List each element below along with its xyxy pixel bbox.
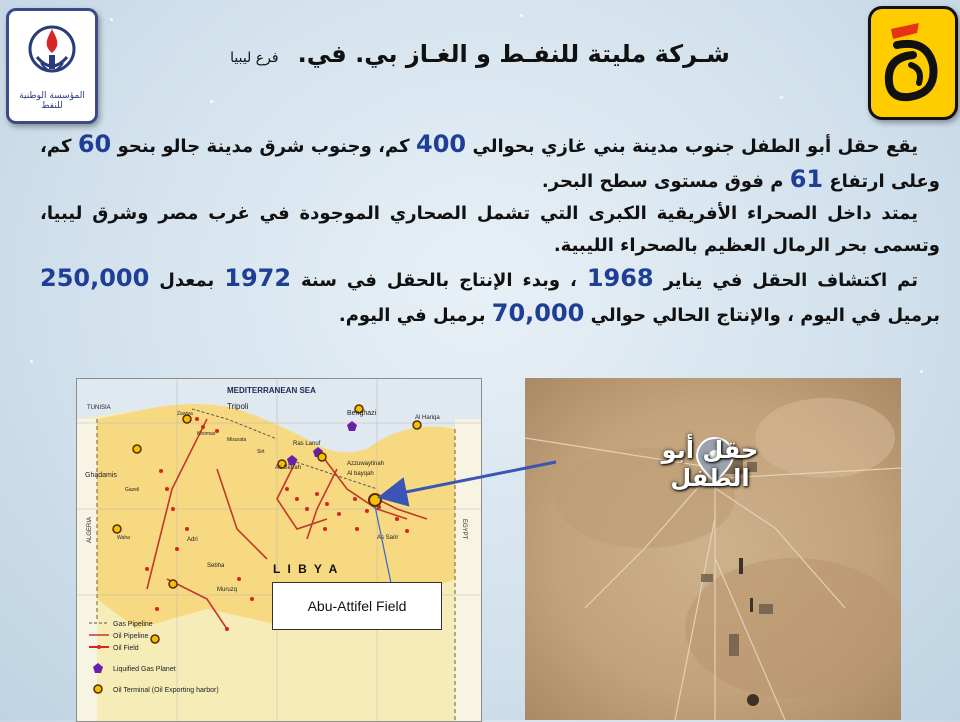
satellite-field-label: حقل أبو الطفل bbox=[661, 436, 759, 492]
city-muruzq: Muruzq bbox=[217, 587, 238, 593]
company-title: شـركة مليتة للنفـط و الغـاز بي. في. bbox=[297, 40, 730, 68]
discovery-year: 1968 bbox=[586, 264, 654, 292]
city-adri: Adri bbox=[187, 537, 198, 543]
legend-oil-pipeline: Oil Pipeline bbox=[113, 633, 149, 640]
legend-lng-plant: Liquified Gas Planet bbox=[113, 666, 176, 673]
elevation-value: 61 bbox=[789, 165, 824, 193]
city-tripoli: Tripoli bbox=[227, 402, 249, 411]
city-al-bayqah: Al bayqah bbox=[347, 471, 374, 477]
city-ras-lanuf: Ras Lanuf bbox=[293, 441, 321, 447]
country-algeria: ALGERIA bbox=[87, 516, 93, 543]
city-azzuwaytinah: Azzuwaytinah bbox=[347, 461, 385, 467]
city-misrata: Misurata bbox=[227, 437, 247, 443]
distance-jalu: 60 bbox=[77, 130, 112, 158]
branch-label: فرع ليبيا bbox=[230, 50, 279, 66]
city-benghazi: Benghazi bbox=[347, 410, 377, 417]
city-waha: Waha bbox=[117, 535, 130, 541]
noc-logo-caption: المؤسسة الوطنية للنفط bbox=[19, 91, 85, 111]
current-rate: 70,000 bbox=[491, 299, 585, 327]
country-egypt: EGYPT bbox=[461, 519, 467, 540]
paragraph-location: يقع حقل أبو الطفل جنوب مدينة بني غازي بحوالي 400 كم، وجنوب شرق مدينة جالو بنحو 60 كم، وعلى ارتفاع 61 م فوق مستوى سطح البحر. bbox=[40, 130, 940, 193]
abu-attifel-callout: Abu-Attifel Field bbox=[272, 582, 442, 630]
city-al-hariqa: Al Hariqa bbox=[415, 415, 440, 421]
legend-oil-terminal: Oil Terminal (Oil Exporting harbor) bbox=[113, 687, 219, 694]
city-sirt: Sirt bbox=[257, 449, 265, 455]
city-gazel: Gazeil bbox=[125, 487, 140, 493]
city-ghadamis: Ghadamis bbox=[85, 472, 117, 479]
paragraph-production: تم اكتشاف الحقل في يناير 1968 ، وبدء الإنتاج بالحقل في سنة 1972 بمعدل 250,000 برميل في اليوم ، والإنتاج الحالي حوالي 70,000 برميل في اليوم. bbox=[40, 264, 940, 327]
city-as-sarir: As Sarir bbox=[377, 535, 399, 541]
initial-rate: 250,000 bbox=[40, 264, 150, 292]
city-sebha: Sebha bbox=[207, 563, 225, 569]
sea-label: MEDITERRANEAN SEA bbox=[227, 386, 316, 395]
country-tunisia: TUNISIA bbox=[87, 405, 111, 411]
legend-oil-field: Oil Field bbox=[113, 645, 139, 652]
paragraph-desert: يمتد داخل الصحراء الأفريقية الكبرى التي تشمل الصحاري الموجودة في غرب مصر وشرق ليبيا، وتسمى بحر الرمال العظيم بالصحراء الليبية. bbox=[40, 203, 940, 256]
country-label: L I B Y A bbox=[273, 562, 340, 576]
city-zawiya: Zawiya bbox=[177, 411, 193, 417]
distance-benghazi: 400 bbox=[416, 130, 467, 158]
city-as-sidrah: As Sidrah bbox=[275, 465, 302, 471]
production-start-year: 1972 bbox=[224, 264, 292, 292]
legend-gas-pipeline: Gas Pipeline bbox=[113, 621, 153, 628]
city-khoms: Khomas bbox=[197, 431, 216, 437]
